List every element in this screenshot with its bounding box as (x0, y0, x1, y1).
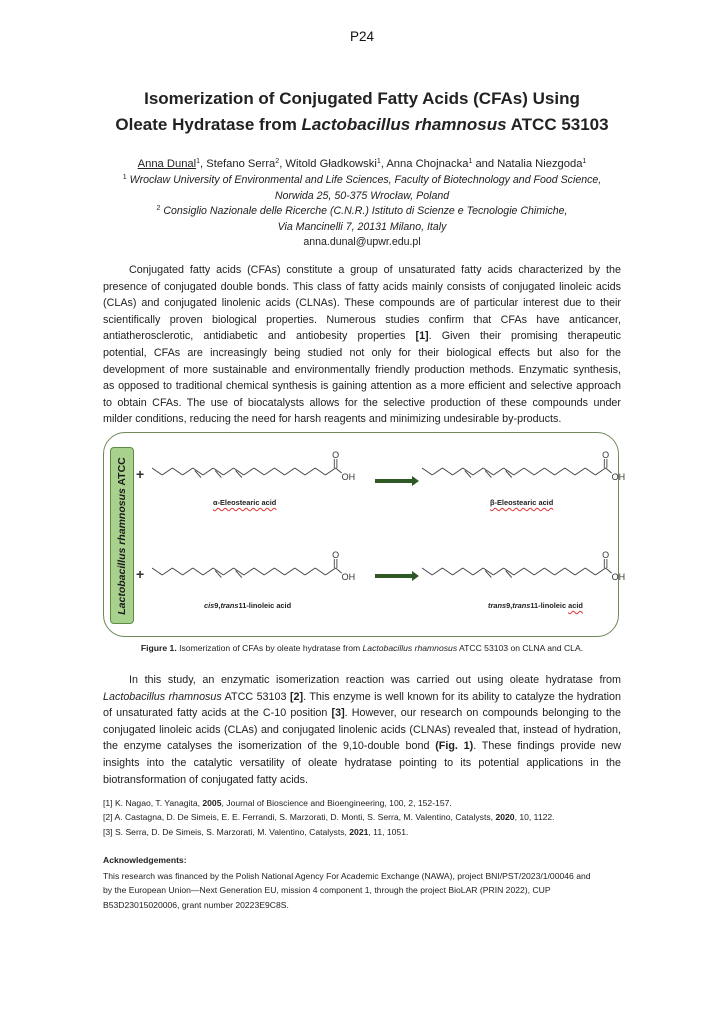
chain-bond (274, 468, 284, 475)
chain-bond (152, 568, 162, 575)
label-text: β-Eleostearic acid (490, 498, 554, 507)
chain-bond (285, 568, 295, 575)
chain-bond (544, 468, 554, 475)
chain-bond (493, 568, 503, 575)
chain-bond (264, 568, 274, 575)
label-part: 11-linoleic acid (238, 601, 292, 610)
chain-bond (585, 568, 595, 575)
beta-eleostearic-acid-structure (420, 450, 635, 495)
chain-bond (595, 568, 605, 575)
aff-text: Consiglio Nazionale delle Ricerche (C.N.R.) Istituto di Scienze e Tecnologie Chimiche, (163, 205, 568, 217)
chain-bond (565, 568, 575, 575)
paragraph-line: the enzyme catalyses the isomerization of the 9,10-double bond (Fig. 1). These findings provide new (103, 740, 621, 753)
chain-bond (172, 468, 182, 475)
chain-bond (473, 568, 483, 575)
reaction-arrow-2 (375, 574, 413, 578)
sep: , (279, 158, 286, 170)
label-part: cis (204, 601, 215, 610)
aff-text: Wrocław University of Environmental and Life Sciences, Faculty of Biotechnology and Food Science, (129, 174, 602, 186)
reference-list (103, 796, 555, 839)
chain-bond (295, 468, 305, 475)
reference-item (103, 796, 555, 810)
paragraph-line: biotransformation of conjugated fatty acids. (103, 773, 308, 786)
chain-bond (254, 468, 264, 475)
chain-bond (244, 468, 254, 475)
chain-bond (555, 568, 565, 575)
chain-bond (172, 568, 182, 575)
product-name-2 (488, 601, 583, 610)
author-aff: 1 (196, 158, 201, 165)
product-name-1 (490, 498, 553, 507)
paragraph-line: presence of conjugated double bonds. This class of fatty acids mainly consists of conjugated linoleic acids (103, 280, 621, 293)
plus-sign-1: + (136, 466, 145, 482)
affiliation-1-line-1 (60, 173, 664, 189)
label-part: 11-linoleic (530, 601, 569, 610)
author-aff: 1 (468, 158, 473, 165)
oxygen-label: O (602, 550, 610, 560)
hydroxyl-label: OH (611, 572, 626, 582)
chain-bond (473, 468, 483, 475)
enzyme-strain: ATCC (116, 456, 128, 488)
ref-year: 2020 (495, 812, 515, 823)
chain-bond (325, 468, 335, 475)
sep: and (472, 158, 498, 170)
paragraph-line: scientifically proven biological properties. Numerous studies confirm that CFAs have anticancer, (103, 313, 621, 326)
oxygen-label: O (332, 450, 340, 460)
acknowledgements-text (103, 869, 643, 912)
chain-bond (524, 468, 534, 475)
paragraph-line: as opposed to traditional chemical synthesis is gaining attention as a more efficient and selective approach (103, 380, 621, 393)
title-strain: ATCC 53103 (506, 115, 609, 134)
label-text: α-Eleostearic acid (213, 498, 277, 507)
affiliation-2-line-1 (60, 204, 664, 220)
chain-bond (254, 568, 264, 575)
substrate-name-2 (204, 601, 291, 610)
label-part: 9, (506, 601, 513, 610)
paragraph-line: conjugated linoleic acids (CLAs) and conjugated linolenic acids (CLNAs) revealed that, instead of hydration, (103, 723, 621, 736)
substrate-name-1 (213, 498, 276, 507)
author-aff: 2 (275, 158, 280, 165)
ref-year: 2005 (202, 798, 222, 808)
chain-bond (422, 568, 432, 575)
ack-line: by the European Union—Next Generation EU, mission 4 component 1, through the project BioLAR (PRIN 2022), CUP (103, 885, 551, 896)
caption-label: Figure 1. (140, 643, 177, 653)
ack-line: B53D23015020006, grant number 20223E9C8S. (103, 899, 289, 910)
trans9-trans11-linoleic-acid-structure (420, 550, 635, 595)
enzyme-species: Lactobacillus rhamnosus (116, 487, 128, 615)
paragraph-line: to obtain CFAs. The use of biocatalysts allows for the selective production of these compounds under (103, 396, 621, 409)
ref-text: , 11, 1051. (368, 826, 409, 837)
label-part: acid (568, 601, 583, 610)
paragraph-line: (CLAs) and conjugated linolenic acids (CLNAs). These compounds are of particular interest due to their (103, 297, 621, 310)
chain-bond (315, 468, 325, 475)
chain-bond (493, 468, 503, 475)
paper-title-line-1: Isomerization of Conjugated Fatty Acids (CFAs) Using (144, 89, 580, 108)
chain-bond (453, 568, 463, 575)
label-part: trans (220, 601, 239, 610)
chain-bond (463, 568, 473, 575)
affiliation-2-line-2 (60, 220, 664, 236)
chain-bond (453, 468, 463, 475)
chain-bond (183, 568, 193, 575)
ref-text: , 10, 1122. (514, 812, 555, 823)
sep: , (200, 158, 207, 170)
chain-bond (534, 468, 544, 475)
chain-bond (315, 568, 325, 575)
chain-bond (285, 468, 295, 475)
alpha-eleostearic-acid-structure (150, 450, 365, 495)
chain-bond (555, 468, 565, 475)
paragraph-line: Lactobacillus rhamnosus ATCC 53103 [2]. This enzyme is well known for its ability to catalyze the hydration (103, 690, 621, 703)
figure-caption (60, 643, 664, 653)
label-part: trans (512, 601, 531, 610)
ref-text: , Journal of Bioscience and Bioengineering, 100, 2, 152-157. (221, 798, 452, 808)
paragraph-line: Conjugated fatty acids (CFAs) constitute a group of unsaturated fatty acids characterized by the (129, 264, 621, 276)
author: Witold Gładkowski (285, 158, 377, 170)
paragraph-line: milder conditions, reducing the need for harsh reagents and minimizing undesirable by-products. (103, 413, 562, 426)
hydroxyl-label: OH (611, 472, 626, 482)
chain-bond (295, 568, 305, 575)
paragraph-line: In this study, an enzymatic isomerization reaction was carried out using oleate hydratase from (129, 674, 621, 686)
chain-bond (442, 568, 452, 575)
ref-text: [3] S. Serra, D. De Simeis, S. Marzorati, M. Valentino, Catalysts, (103, 826, 350, 837)
chain-bond (422, 468, 432, 475)
plus-sign-2: + (136, 566, 145, 582)
sep: , (380, 158, 387, 170)
hydroxyl-label: OH (341, 472, 356, 482)
author: Natalia Niezgoda (497, 158, 583, 170)
chain-bond (534, 568, 544, 575)
chain-bond (193, 568, 203, 575)
title-species: Lactobacillus rhamnosus (301, 115, 507, 134)
paper-title-line-2 (60, 112, 664, 138)
chain-bond (575, 468, 585, 475)
paragraph-introduction (103, 262, 621, 428)
chain-bond (514, 568, 524, 575)
contact-email[interactable]: anna.dunal@upwr.edu.pl (303, 236, 421, 248)
author: Anna Chojnacka (386, 158, 469, 170)
acknowledgements-heading: Acknowledgements: (103, 855, 187, 865)
chain-bond (325, 568, 335, 575)
paragraph-line: development of more sustainable and environmentally friendly production methods. Enzymatic synthesis, (103, 363, 621, 376)
chain-bond (575, 568, 585, 575)
label-part: 9, (214, 601, 221, 610)
chain-bond (305, 568, 315, 575)
chain-bond (544, 568, 554, 575)
chain-bond (264, 468, 274, 475)
hydroxyl-label: OH (341, 572, 356, 582)
affiliation-1-line-2 (60, 189, 664, 205)
chain-bond (152, 468, 162, 475)
aff-text: Norwida 25, 50-375 Wrocław, Poland (274, 190, 450, 202)
author-aff: 1 (376, 158, 381, 165)
chain-bond (244, 568, 254, 575)
reference-item (103, 810, 555, 824)
author-aff: 1 (582, 158, 587, 165)
aff-num: 2 (156, 205, 161, 212)
chain-bond (565, 468, 575, 475)
caption-text: Isomerization of CFAs by oleate hydratase from (176, 643, 363, 653)
reaction-arrow-1 (375, 479, 413, 483)
chain-bond (162, 568, 172, 575)
chain-bond (223, 568, 233, 575)
chain-bond (203, 468, 213, 475)
ref-text: [2] A. Castagna, D. De Simeis, E. E. Ferrandi, S. Marzorati, D. Monti, S. Serra, M. Valentino, Catalysts, (103, 812, 496, 823)
caption-species: Lactobacillus rhamnosus (362, 643, 458, 653)
chain-bond (585, 468, 595, 475)
paragraph-line: antiatherosclerotic, antidiabetic and antiobesity properties [1]. Given their promising therapeutic (103, 330, 621, 343)
paragraph-line: potential, CFAs are increasingly being studied not only for their biological effects but also for the (103, 346, 621, 359)
chain-bond (432, 468, 442, 475)
chain-bond (162, 468, 172, 475)
ref-text: [1] K. Nagao, T. Yanagita, (103, 798, 203, 808)
author-presenting: Anna Dunal (137, 158, 197, 170)
page-number: P24 (349, 29, 375, 44)
oxygen-label: O (602, 450, 610, 460)
aff-num: 1 (122, 174, 127, 181)
paragraph-study (103, 672, 621, 788)
title-text: Oleate Hydratase from (115, 115, 302, 134)
chain-bond (274, 568, 284, 575)
chain-bond (223, 468, 233, 475)
paragraph-line: of unsaturated fatty acids at the C-10 position [3]. However, our research on compounds belonging to the (103, 707, 622, 720)
chain-bond (203, 568, 213, 575)
chain-bond (514, 468, 524, 475)
caption-text: ATCC 53103 on CLNA and CLA. (457, 643, 584, 653)
oxygen-label: O (332, 550, 340, 560)
reference-item (103, 825, 555, 839)
ack-line: This research was financed by the Polish National Agency For Academic Exchange (NAWA), project BNI/PST/2023/1/00046 and (103, 871, 591, 881)
author-list (60, 157, 664, 173)
ref-year: 2021 (349, 826, 369, 837)
chain-bond (305, 468, 315, 475)
chain-bond (524, 568, 534, 575)
author: Stefano Serra (206, 158, 276, 170)
chain-bond (595, 468, 605, 475)
aff-text: Via Mancinelli 7, 20131 Milano, Italy (277, 221, 447, 233)
chain-bond (442, 468, 452, 475)
chain-bond (183, 468, 193, 475)
enzyme-label (110, 447, 134, 624)
label-part: trans (488, 601, 507, 610)
chain-bond (432, 568, 442, 575)
cis9-trans11-linoleic-acid-structure (150, 550, 365, 595)
paragraph-line: insights into the catalytic versatility of oleate hydratase pointing to its potential applications in the (103, 756, 621, 769)
